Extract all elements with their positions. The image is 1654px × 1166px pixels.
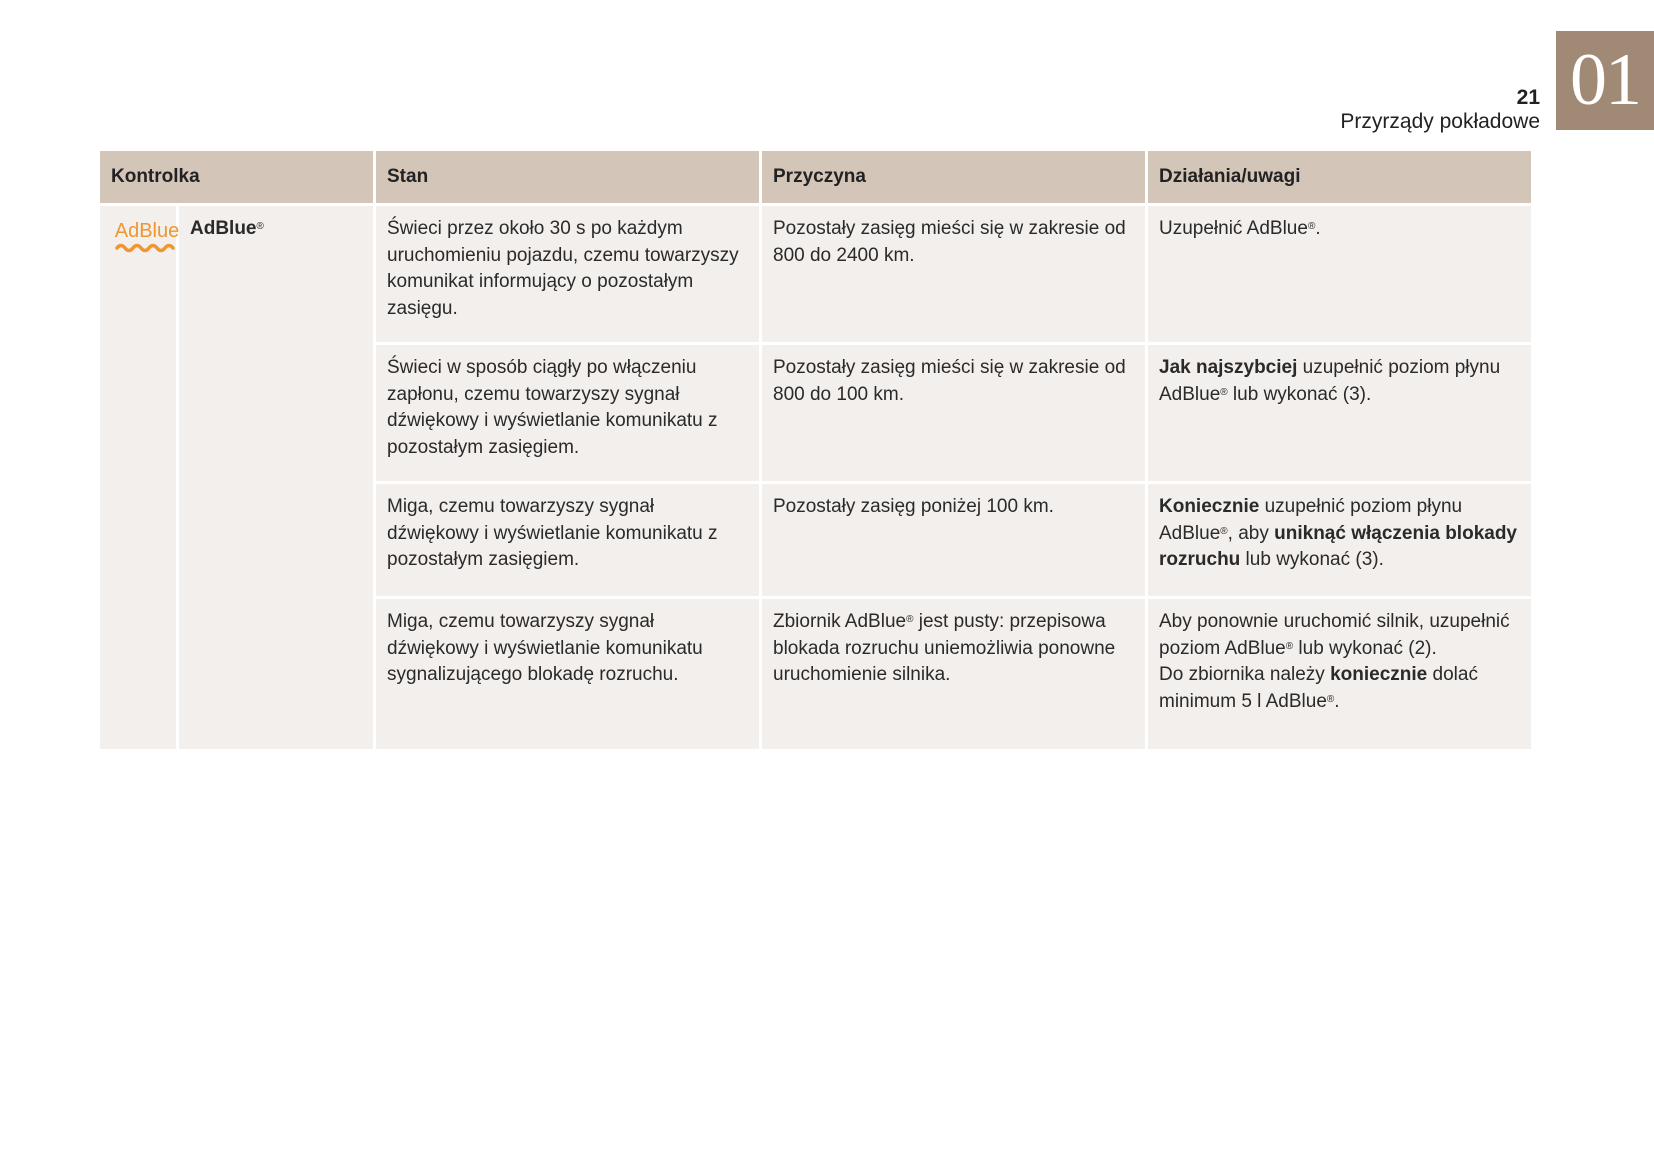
row3-dzialania: Koniecznie uzupełnić poziom płynu AdBlue®, aby uniknąć włączenia blokady rozruchu lub wykonać (3). (1148, 484, 1531, 596)
indicator-name-text: AdBlue (190, 218, 257, 239)
header-kontrolka: Kontrolka (100, 151, 373, 203)
row3-stan: Miga, czemu towarzyszy sygnał dźwiękowy i wyświetlanie komunikatu z pozostałym zasięgiem. (376, 484, 759, 596)
row3-przyczyna: Pozostały zasięg poniżej 100 km. (762, 484, 1145, 596)
registered-mark: ® (256, 221, 264, 232)
header-stan: Stan (376, 151, 759, 203)
row4-przyczyna: Zbiornik AdBlue® jest pusty: przepisowa blokada rozruchu uniemożliwia ponowne uruchomienie silnika. (762, 599, 1145, 749)
row1-stan: Świeci przez około 30 s po każdym uruchomieniu pojazdu, czemu towarzyszy komunikat informujący o pozostałym zasięgu. (376, 206, 759, 342)
adblue-warning-icon (111, 216, 183, 256)
row2-stan: Świeci w sposób ciągły po włączeniu zapłonu, czemu towarzyszy sygnał dźwiękowy i wyświetlanie komunikatu z pozostałym zasięgiem. (376, 345, 759, 481)
header-dzialania: Działania/uwagi (1148, 151, 1531, 203)
header-przyczyna: Przyczyna (762, 151, 1145, 203)
indicator-name (179, 206, 373, 749)
row1-dzialania: Uzupełnić AdBlue®. (1148, 206, 1531, 342)
row4-stan: Miga, czemu towarzyszy sygnał dźwiękowy i wyświetlanie komunikatu sygnalizującego blokadę rozruchu. (376, 599, 759, 749)
adblue-icon-text: AdBlue (114, 220, 180, 242)
table-header-row (100, 151, 1531, 203)
page-number: 21 (1516, 86, 1540, 109)
row4-dzialania: Aby ponownie uruchomić silnik, uzupełnić poziom AdBlue® lub wykonać (2). Do zbiornika należy koniecznie dolać minimum 5 l AdBlue®. (1148, 599, 1531, 749)
table-row (100, 206, 1531, 342)
chapter-tab: 01 (1556, 31, 1654, 130)
row1-przyczyna: Pozostały zasięg mieści się w zakresie od 800 do 2400 km. (762, 206, 1145, 342)
row2-dzialania: Jak najszybciej uzupełnić poziom płynu AdBlue® lub wykonać (3). (1148, 345, 1531, 481)
warning-lights-table (97, 148, 1534, 752)
section-title: Przyrządy pokładowe (1340, 110, 1540, 133)
indicator-icon-cell (100, 206, 180, 749)
row2-przyczyna: Pozostały zasięg mieści się w zakresie od 800 do 100 km. (762, 345, 1145, 481)
